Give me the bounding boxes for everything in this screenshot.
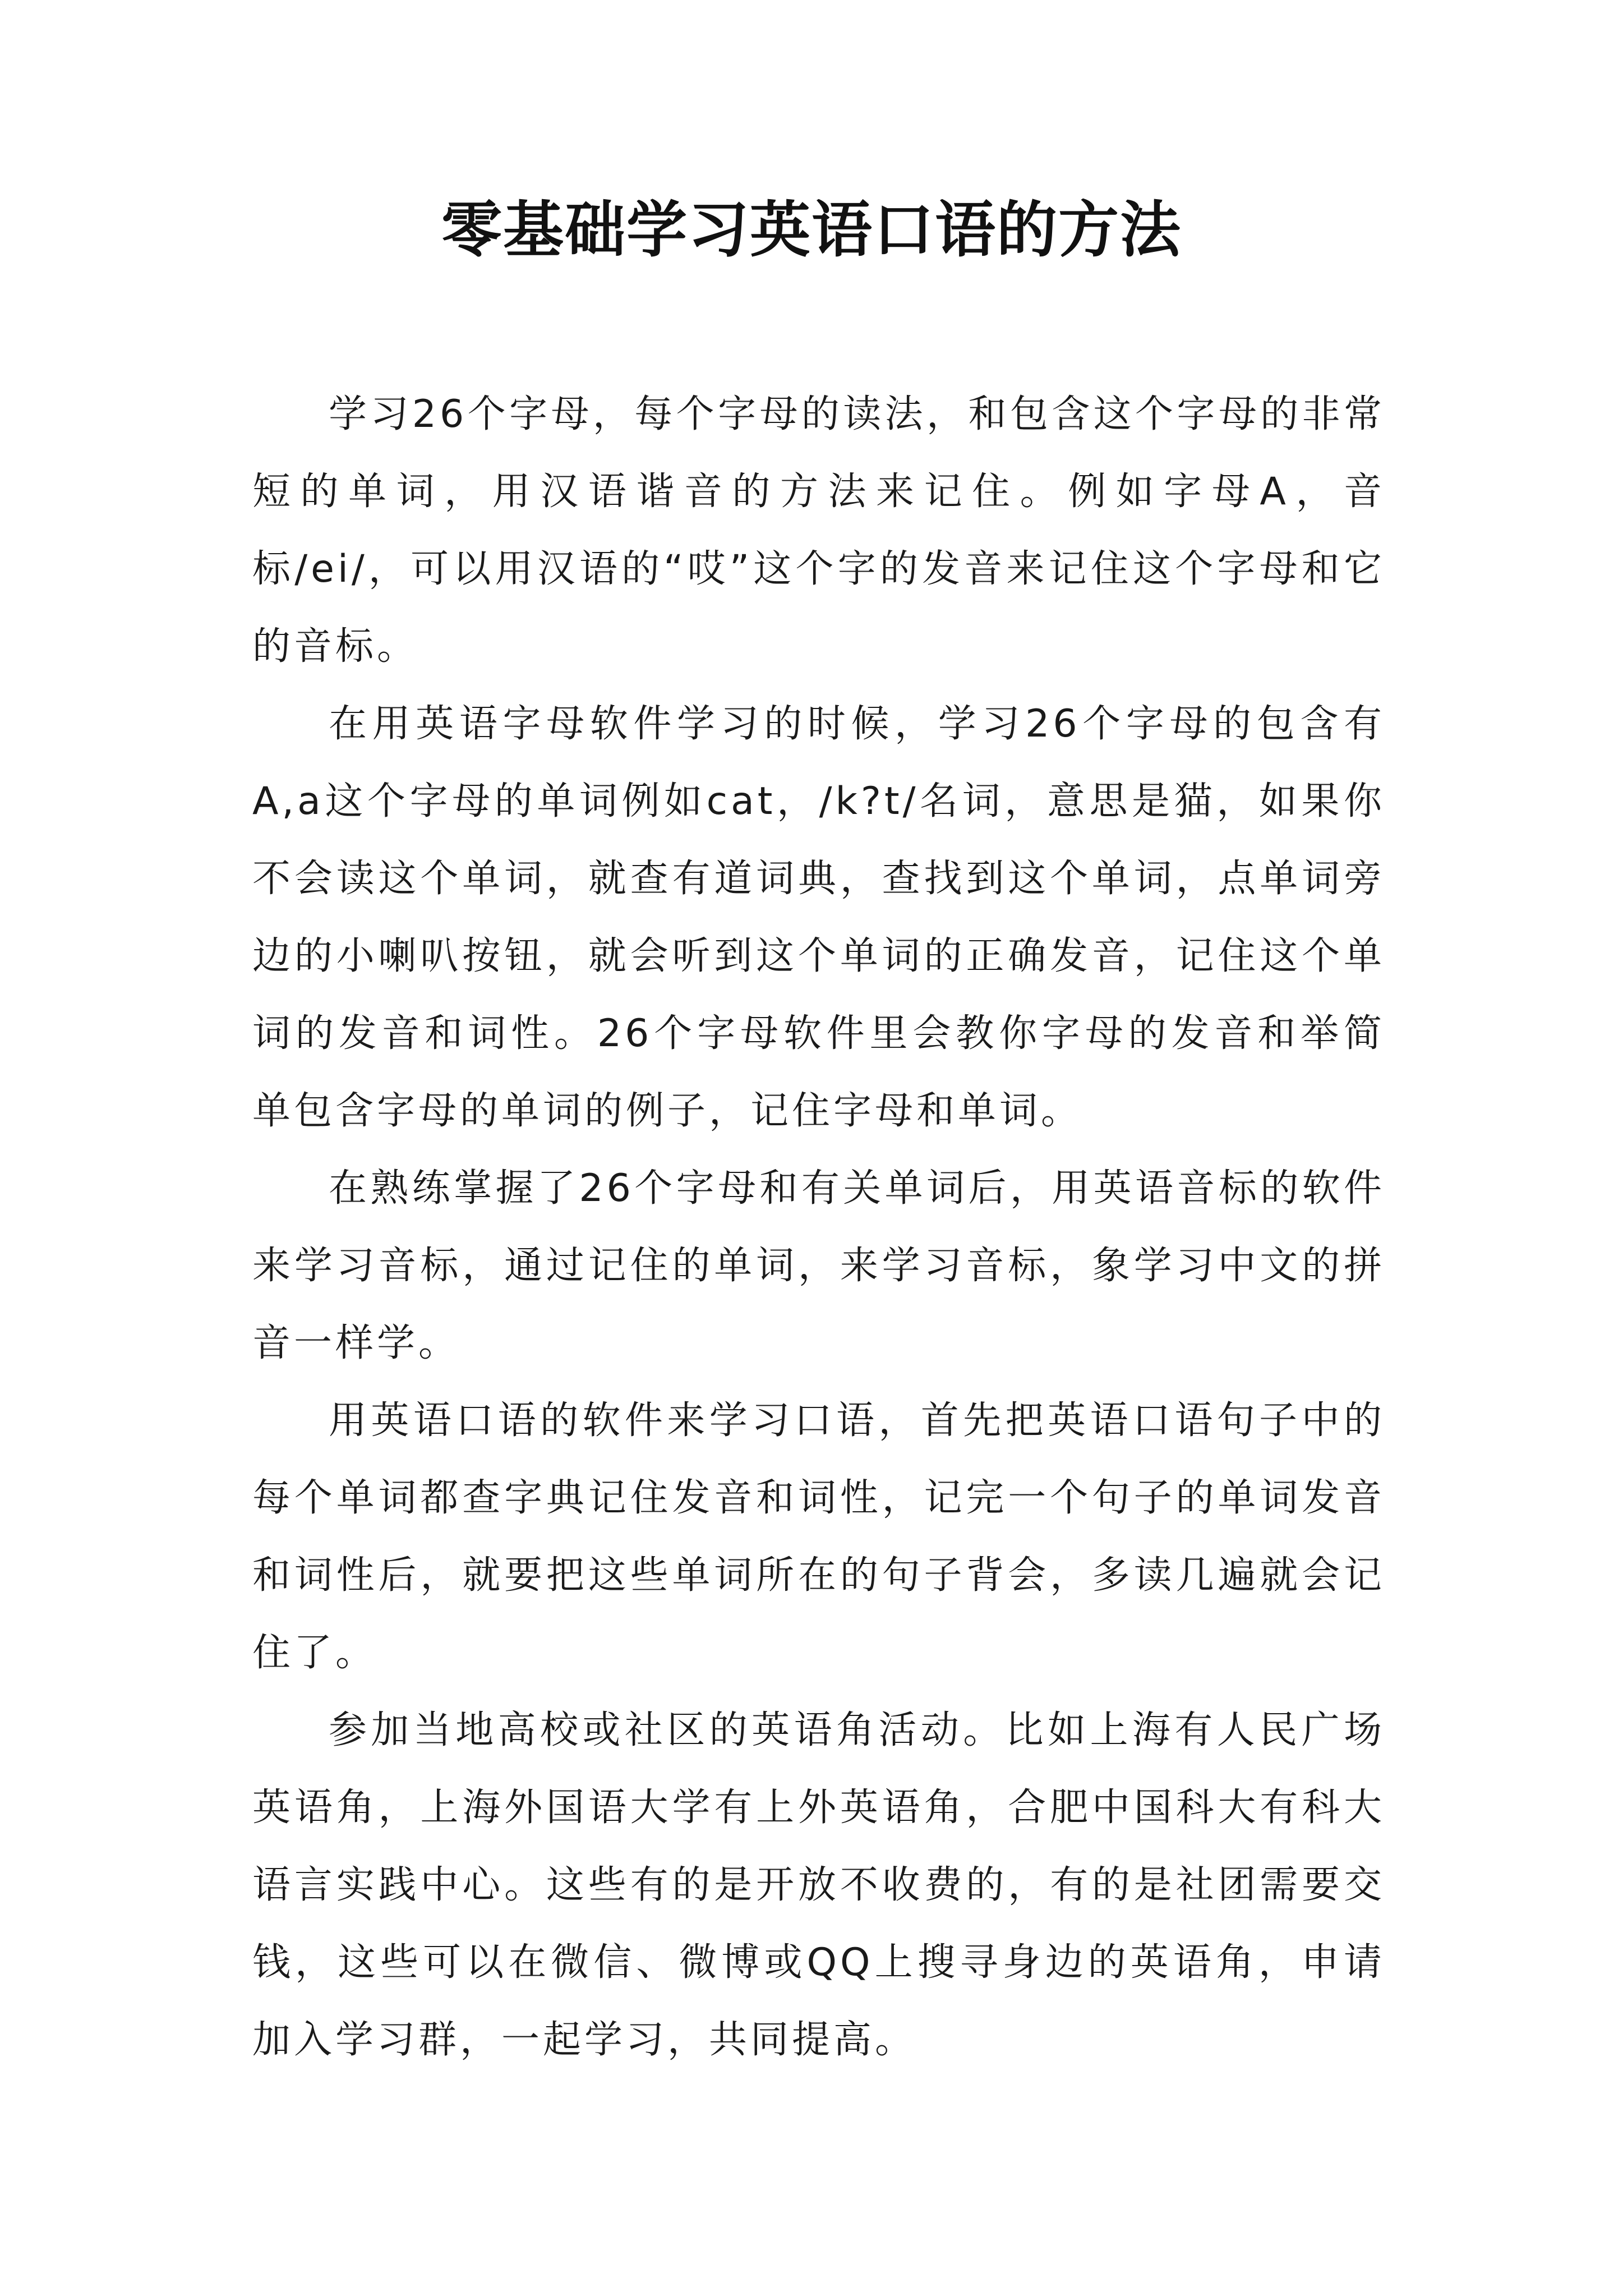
document-title: 零基础学习英语口语的方法 xyxy=(441,195,1182,265)
paragraph: 用英语口语的软件来学习口语，首先把英语口语句子中的每个单词都查字典记住发音和词性，记完一个句子的单词发音和词性后，就要把这些单词所在的句子背会，多读几遍就会记住了。 xyxy=(252,1398,1385,1675)
paragraph: 学习26个字母，每个字母的读法，和包含这个字母的非常短的单词，用汉语谐音的方法来记住。例如字母A，音标/ei/，可以用汉语的“哎”这个字的发音来记住这个字母和它的音标。 xyxy=(252,392,1385,669)
paragraph: 在熟练掌握了26个字母和有关单词后，用英语音标的软件来学习音标，通过记住的单词，来学习音标，象学习中文的拼音一样学。 xyxy=(252,1166,1385,1365)
paragraph: 参加当地高校或社区的英语角活动。比如上海有人民广场英语角，上海外国语大学有上外英语角，合肥中国科大有科大语言实践中心。这些有的是开放不收费的，有的是社团需要交钱，这些可以在微信、微博或QQ上搜寻身边的英语角，申请加入学习群，一起学习，共同提高。 xyxy=(252,1708,1385,2062)
paragraph: 在用英语字母软件学习的时候，学习26个字母的包含有A,a这个字母的单词例如cat，/k?t/名词，意思是猫，如果你不会读这个单词，就查有道词典，查找到这个单词，点单词旁边的小喇叭按钮，就会听到这个单词的正确发音，记住这个单词的发音和词性。26个字母软件里会教你字母的发音和举简单包含字母的单词的例子，记住字母和单词。 xyxy=(252,702,1385,1133)
document-body xyxy=(252,376,1385,2079)
